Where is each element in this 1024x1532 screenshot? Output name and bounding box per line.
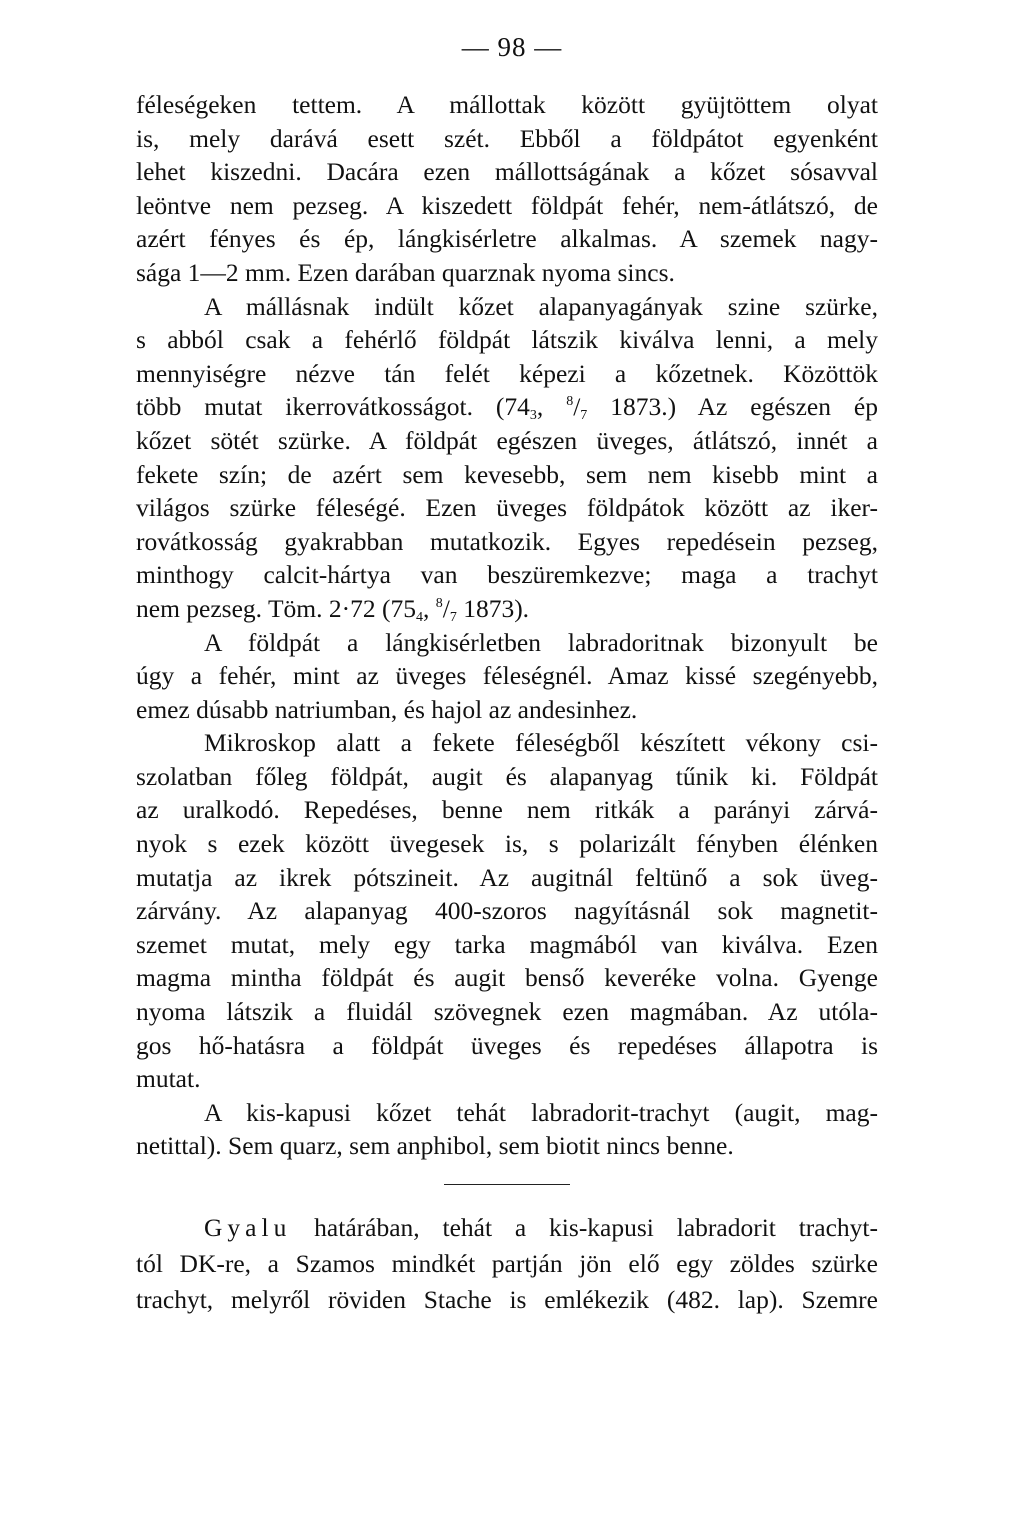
paragraph-first-line: A kis-kapusi kőzet tehát labradorit-trachyt (augit, mag- [204,1097,878,1127]
citation-text: több mutat ikerrovátkosságot. (74 [136,392,530,422]
citation-separator: , [536,392,567,422]
text-line: mutatja az ikrek pótszineit. Az augitnál feltünő a sok üveg- [136,862,878,892]
paragraph-first-line: A mállásnak indült kőzet alapanyagányak szine szürke, [204,291,878,321]
text-line: mutat. [136,1064,201,1094]
text-line: féleségeken tettem. A mállottak között gyüjtöttem olyat [136,90,878,119]
text-line: mennyiségre nézve tán felét képezi a kőzetnek. Közöttök [136,358,878,388]
text-line: is, mely darává esett szét. Ebből a földpátot egyenként [136,123,878,153]
subscript: 7 [449,609,457,625]
citation-end: 1873.) Az egészen ép [587,392,878,422]
fraction-slash: / [573,392,581,422]
superscript: 8 [435,595,443,611]
text-line: világos szürke féleségé. Ezen üveges földpátok között az iker- [136,493,878,523]
text-line: tól DK-re, a Szamos mindkét partján jön elő egy zöldes szürke [136,1249,878,1278]
fraction-slash: / [442,593,450,623]
text-line-with-citation [136,390,878,424]
citation-separator: , [422,593,436,623]
text-line-with-citation [136,592,878,626]
text-line: szolatban főleg földpát, augit és alapanyag tűnik ki. Földpát [136,761,878,791]
text-line: netittal). Sem quarz, sem anphibol, sem biotit nincs benne. [136,1131,734,1161]
text-line: gos hő-hatásra a földpát üveges és repedéses állapotra is [136,1030,878,1060]
text-line: nyok s ezek között üvegesek is, s polarizált fényben élénken [136,829,878,859]
paragraph-first-line: A földpát a lángkisérletben labradoritnak bizonyult be [204,627,878,657]
main-text-block [136,88,878,1163]
text-line: minthogy calcit-hártya van beszüremkezve; maga a trachyt [136,560,878,590]
text-line: fekete szín; de azért sem kevesebb, sem nem kisebb mint a [136,459,878,489]
paragraph-first-line [136,1210,878,1246]
text-line: rovátkosság gyakrabban mutatkozik. Egyes repedésein pezseg, [136,526,878,556]
citation-text: nem pezseg. Töm. 2·72 (75 [136,593,416,623]
subscript: 4 [415,609,423,625]
text-line: zárvány. Az alapanyag 400-szoros nagyításnál sok magnetit- [136,896,878,926]
section-divider [444,1184,570,1185]
paragraph-first-line: Mikroskop alatt a fekete féleségből készített vékony csi- [204,728,878,758]
subscript: 7 [580,408,588,424]
line-rest: határában, tehát a kis-kapusi labradorit trachyt- [291,1213,878,1242]
text-line: emez dúsabb natriumban, és hajol az andesinhez. [136,694,638,724]
second-text-block [136,1210,878,1318]
spaced-place-name: Gyalu [204,1213,292,1242]
text-line: magma mintha földpát és augit benső keveréke volna. Gyenge [136,963,878,993]
text-line: azért fényes és ép, lángkisérletre alkalmas. A szemek nagy- [136,224,878,254]
text-line: trachyt, melyről röviden Stache is emlékezik (482. lap). Szemre [136,1285,878,1314]
text-line: nyoma látszik a fluidál szövegnek ezen magmában. Az utóla- [136,997,878,1027]
text-line: úgy a fehér, mint az üveges féleségnél. Amaz kissé szegényebb, [136,661,878,691]
text-line: sága 1—2 mm. Ezen darában quarznak nyoma sincs. [136,257,675,287]
subscript: 3 [529,408,537,424]
text-line: s abból csak a fehérlő földpát látszik kiválva lenni, a mely [136,325,878,355]
text-line: szemet mutat, mely egy tarka magmából van kiválva. Ezen [136,929,878,959]
superscript: 8 [566,394,574,410]
page-number: — 98 — [461,32,563,62]
text-line: kőzet sötét szürke. A földpát egészen üveges, átlátszó, innét a [136,425,878,455]
citation-end: 1873). [456,593,530,623]
text-line: lehet kiszedni. Dacára ezen mállottságának a kőzet sósavval [136,157,878,187]
text-line: leöntve nem pezseg. A kiszedett földpát fehér, nem-átlátszó, de [136,190,878,220]
text-line: az uralkodó. Repedéses, benne nem ritkák a parányi zárvá- [136,795,878,825]
